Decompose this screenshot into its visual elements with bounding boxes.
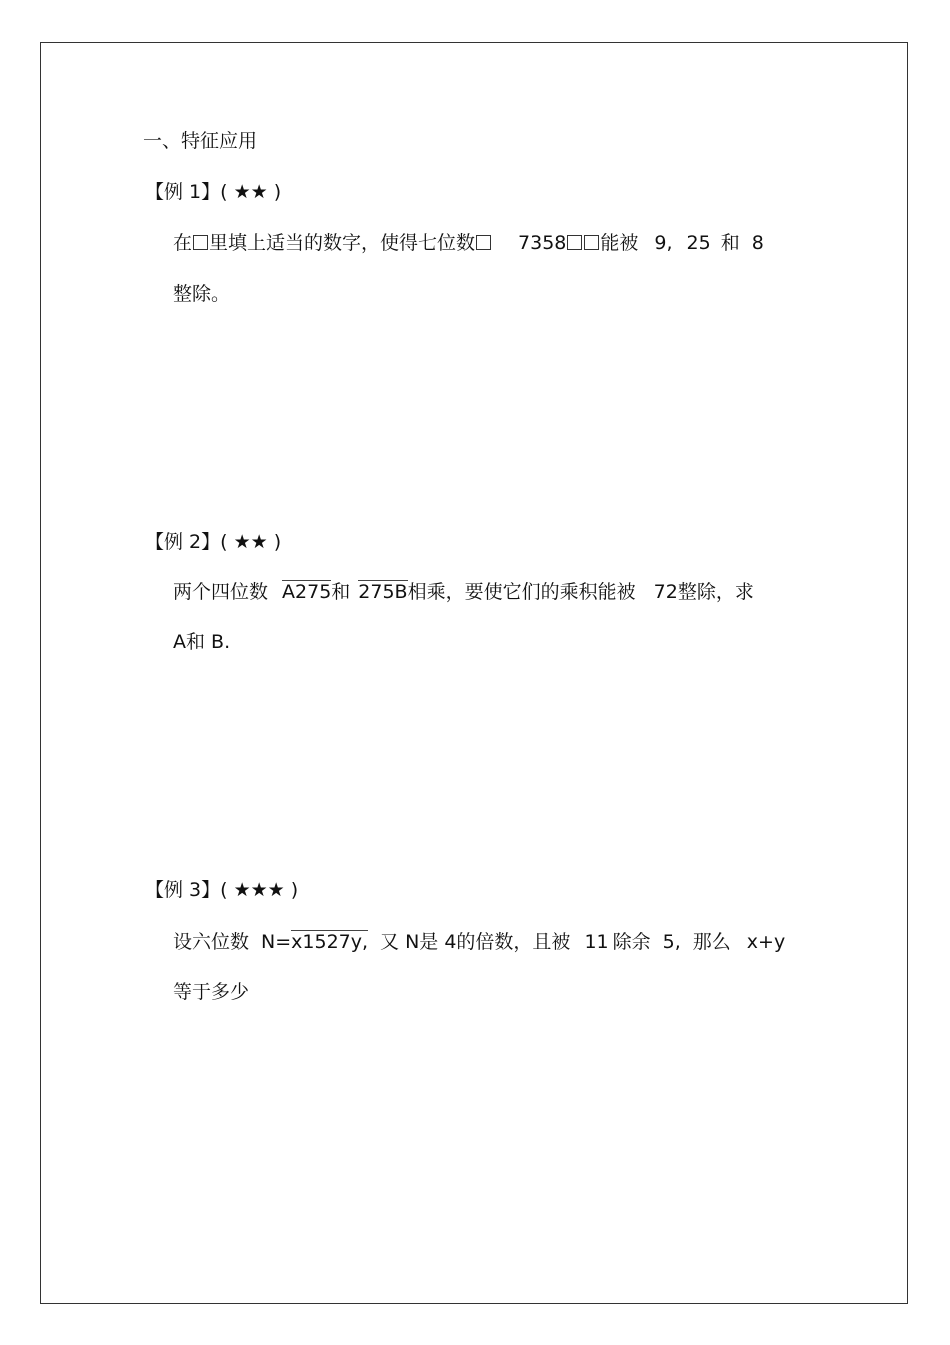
example-3-line-1 <box>173 929 785 955</box>
example-1-text-a: 在 <box>173 232 193 254</box>
example-1-line-1 <box>173 230 764 256</box>
overlined-number-x1527y: x1527y, <box>291 931 369 953</box>
blank-box <box>476 235 491 250</box>
example-1-header <box>145 179 281 205</box>
example-1-label: 【例 1】 <box>145 181 221 203</box>
section-title: 一、特征应用 <box>143 130 258 152</box>
example-3-label: 【例 3】 <box>145 879 221 901</box>
overlined-number-a275: A275 <box>282 581 332 603</box>
example-3-text-d: 那么 <box>692 931 731 953</box>
blank-box <box>567 235 582 250</box>
blank-box <box>584 235 599 250</box>
example-1-num-25: 25 <box>686 232 711 254</box>
example-3-stars: ( ★★★ ) <box>220 879 299 901</box>
example-1-text-c: 能被 <box>600 232 639 254</box>
example-1-num-9: 9, <box>654 232 673 254</box>
example-1-he: 和 <box>720 232 740 254</box>
example-2-label: 【例 2】 <box>145 531 221 553</box>
example-2-divisor: 72 <box>653 581 678 603</box>
example-1-line-2: 整除。 <box>173 283 231 305</box>
example-1-stars: ( ★★ ) <box>220 181 282 203</box>
overlined-number-275b: 275B <box>358 581 408 603</box>
example-2-line-1 <box>173 579 754 605</box>
example-3-header <box>145 877 298 903</box>
example-3-text-c: 除余 <box>612 931 651 953</box>
example-1-text-b: 里填上适当的数字，使得七位数 <box>209 232 476 254</box>
example-1-number: 7358 <box>518 232 567 254</box>
example-2-header <box>145 529 281 555</box>
example-3-eq: N= <box>261 931 292 953</box>
example-3-num-5: 5, <box>662 931 681 953</box>
example-2-conj: 和 <box>331 581 351 603</box>
example-2-text-a: 两个四位数 <box>173 581 269 603</box>
example-3-line-2: 等于多少 <box>173 981 250 1003</box>
example-3-expr: x+y <box>746 931 786 953</box>
blank-box <box>193 235 208 250</box>
example-2-text-b: 相乘，要使它们的乘积能被 <box>407 581 636 603</box>
example-3-text-b: 又 N是 4的倍数，且被 <box>380 931 571 953</box>
example-2-text-c: 整除，求 <box>677 581 754 603</box>
example-2-stars: ( ★★ ) <box>220 531 282 553</box>
example-2-line-2: A和 B. <box>173 631 231 653</box>
example-1-num-8: 8 <box>751 232 764 254</box>
example-3-text-a: 设六位数 <box>173 931 250 953</box>
example-3-num-11: 11 <box>584 931 609 953</box>
